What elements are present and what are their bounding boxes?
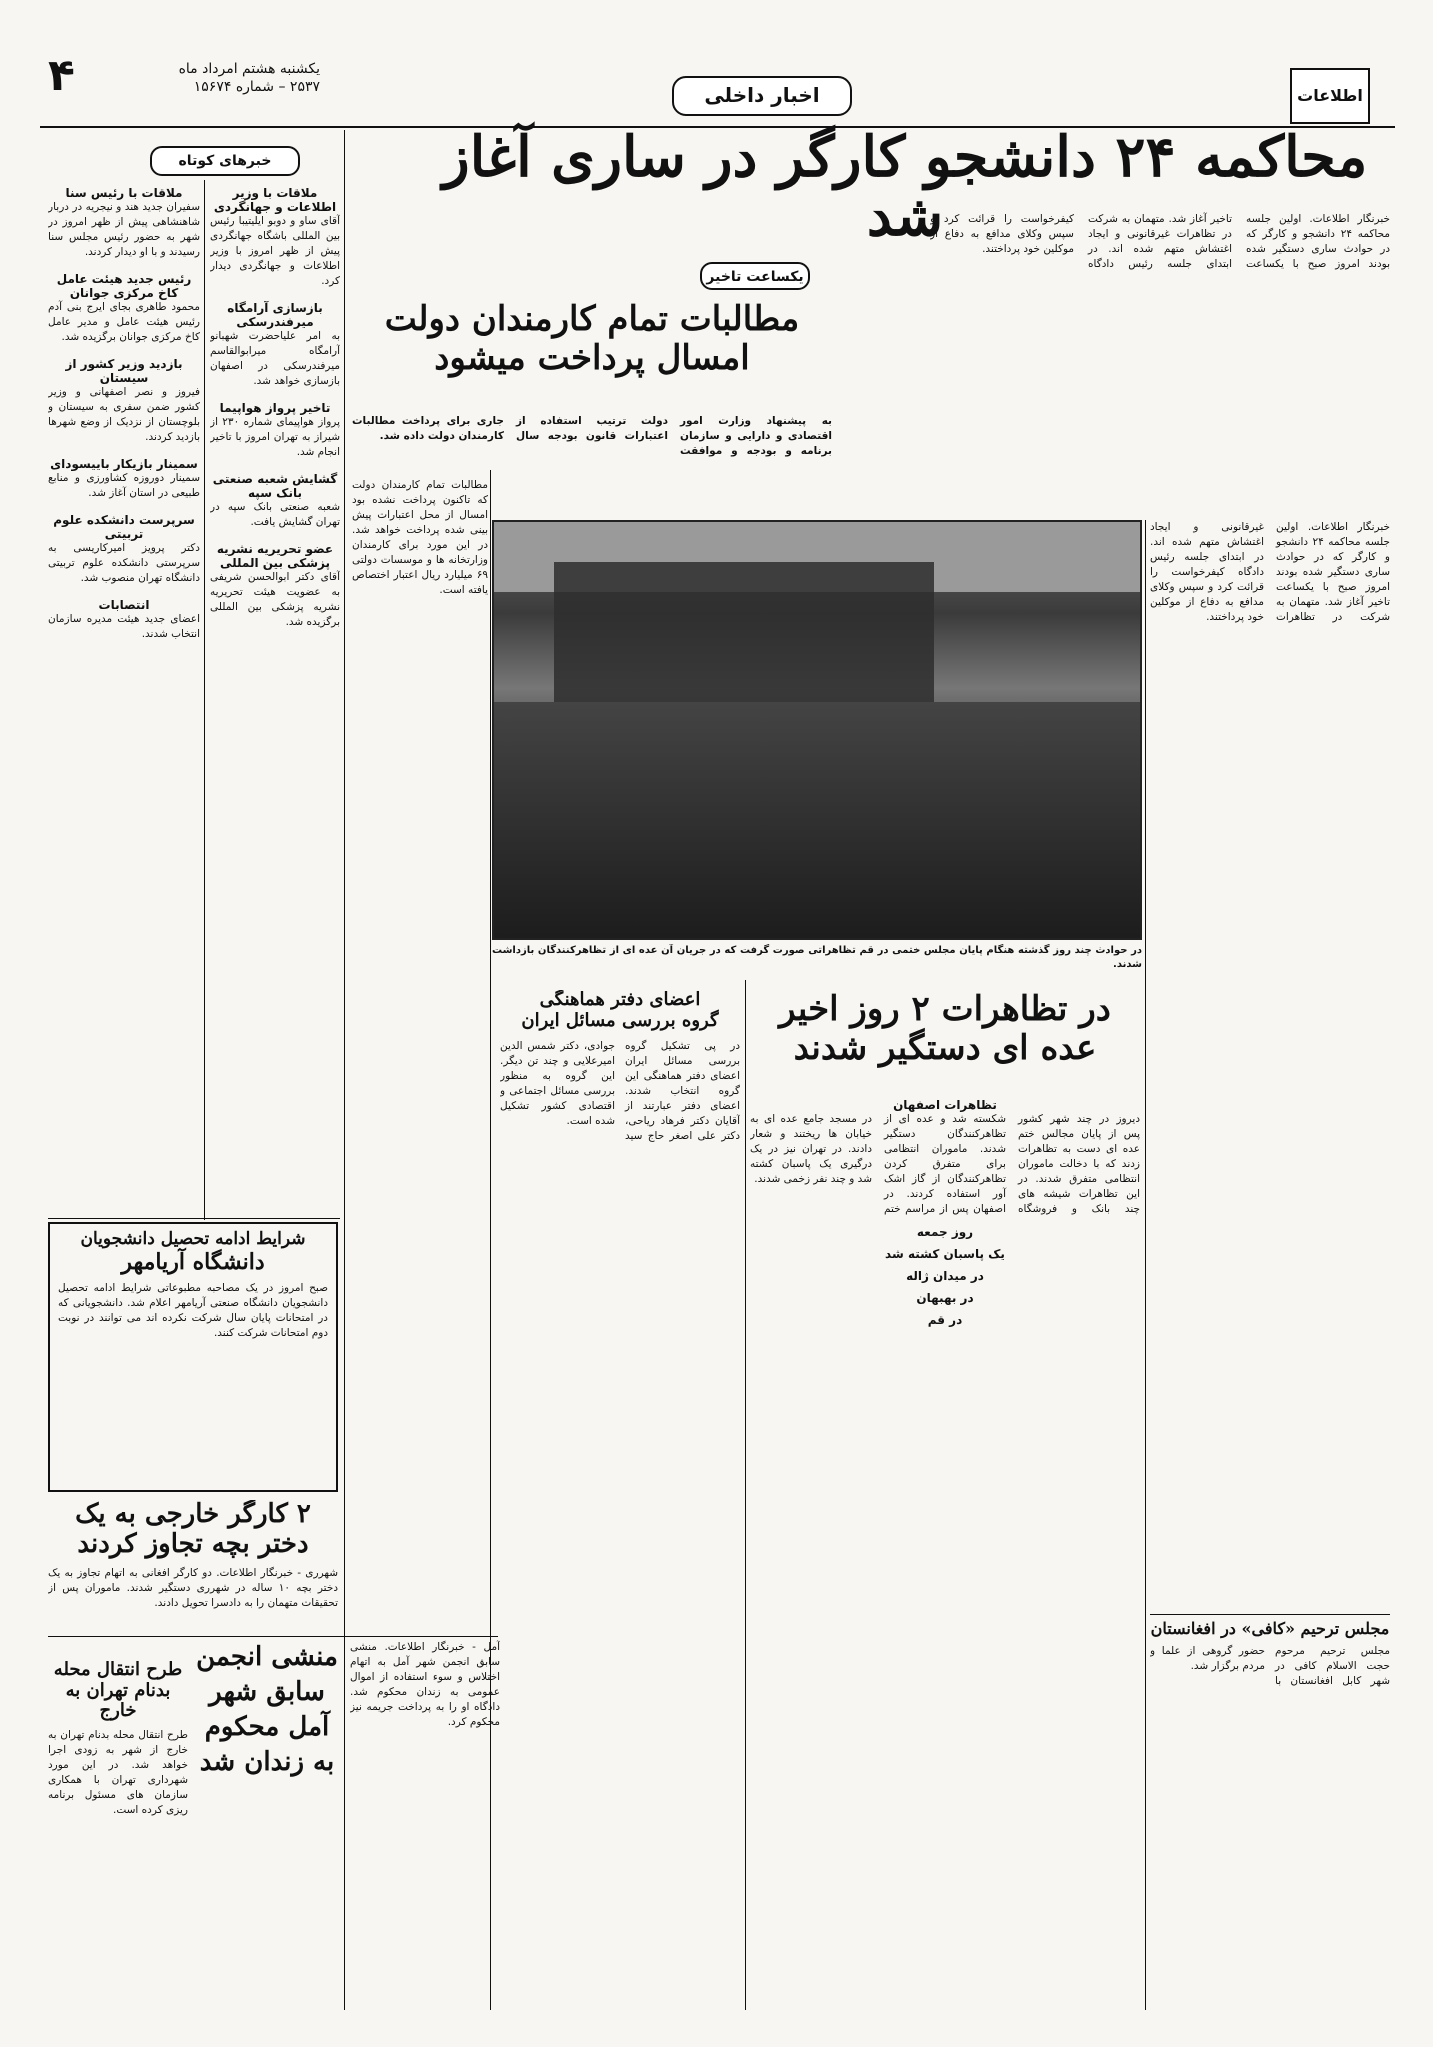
employee-headline-2: امسال پرداخت میشود xyxy=(434,338,750,379)
culture-office-article xyxy=(500,990,740,1630)
secretary-article xyxy=(196,1640,338,2010)
col-rule xyxy=(490,470,491,2010)
photo-building xyxy=(554,562,934,702)
culture-office-headline-2: گروه بررسی مسائل ایران xyxy=(521,1009,719,1031)
demonstrations-headline-1: در تظاهرات ۲ روز اخیر xyxy=(779,989,1111,1029)
date-line: یکشنبه هشتم امرداد ماه xyxy=(178,61,320,77)
short-news-heading: بازسازی آرامگاه میرفندرسکی xyxy=(227,301,323,329)
short-news-heading: انتصابات xyxy=(98,598,150,612)
short-news-body: محمود طاهری بجای ایرج بنی آدم رئیس هیئت عامل و مدیر عامل کاخ مرکزی جوانان برگزیده شد. xyxy=(48,301,200,343)
short-news-heading: سرپرست دانشکده علوم تربیتی xyxy=(53,513,195,541)
workers-body: شهرری - خبرنگار اطلاعات. دو کارگر افغانی به اتهام تجاوز به یک دختر بچه ۱۰ ساله در شهرری دستگیر شدند. ماموران پس از تحقیقات متهمان را به دادسرا تحویل دادند. xyxy=(48,1566,338,1609)
short-news-col-left xyxy=(48,186,200,1216)
transfer-article xyxy=(48,1660,188,2010)
culture-office-body: در پی تشکیل گروه بررسی مسائل ایران اعضای دفتر هماهنگی این گروه انتخاب شدند. اعضای دفتر عبارتند از آقایان دکتر فرهاد ریاحی، دکتر علی اصغر حاج سید جوادی، دکتر شمس الدین امیرعلایی و چند تن دیگر. این گروه به منظور بررسی مسائل اجتماعی و اقتصادی کشور تشکیل شده است. xyxy=(500,1040,740,1143)
col-rule xyxy=(1145,520,1146,2010)
sari-trial-names: خبرنگار اطلاعات. اولین جلسه محاکمه ۲۴ دانشجو و کارگر که در حوادث ساری دستگیر شده بودند امروز صبح با یکساعت تاخیر آغاز شد. متهمان به شرکت در تظاهرات غیرقانونی و ایجاد اغتشاش متهم شده اند. در ابتدای جلسه رئیس دادگاه کیفرخواست را قرائت کرد و سپس وکلای مدافع به دفاع از موکلین خود پرداختند. xyxy=(1150,521,1390,623)
memorial-article xyxy=(1150,1620,1390,2010)
short-news-heading: عضو تحریریه نشریه پزشکی بین المللی xyxy=(216,542,334,570)
demonstrations-sub-qom: در قم xyxy=(927,1313,963,1327)
employee-intro xyxy=(352,414,832,474)
col-rule xyxy=(204,180,205,1220)
arya-mehr-headline-2: دانشگاه آریامهر xyxy=(121,1248,265,1275)
demonstrations-headline-2: عده ای دستگیر شدند xyxy=(793,1028,1097,1069)
short-news-body: شعبه صنعتی بانک سپه در تهران گشایش یافت. xyxy=(210,501,340,528)
demonstrations-body-cols xyxy=(750,1098,1140,2013)
logo-text: اطلاعات xyxy=(1297,86,1363,105)
short-news-body: فیروز و نصر اصفهانی و وزیر کشور ضمن سفری به سیستان و بلوچستان از نزدیک از وضع شهرها بازدید کردند. xyxy=(48,386,200,443)
employee-headline-1: مطالبات تمام کارمندان دولت xyxy=(384,299,800,339)
transfer-body: طرح انتقال محله بدنام تهران به خارج از شهر به زودی اجرا خواهد شد. در این مورد شهرداری تهران با همکاری سازمان های مسئول برنامه ریزی کرده است. xyxy=(48,1729,188,1817)
short-news-heading: ملاقات با وزیر اطلاعات و جهانگردی xyxy=(213,186,337,214)
culture-office-headline-1: اعضای دفتر هماهنگی xyxy=(539,990,701,1010)
demonstrations-body: دیروز در چند شهر کشور پس از پایان مجالس ختم عده ای دست به تظاهرات زدند که با دخالت ماموران انتظامی متفرق شدند. در این تظاهرات شیشه های چند بانک و فروشگاه شکسته شد و عده ای از تظاهرکنندگان دستگیر شدند. ماموران انتظامی برای متفرق کردن تظاهرکنندگان از گاز اشک آور استفاده کردند. در اصفهان پس از مراسم ختم در مسجد جامع عده ای به خیابان ها ریختند و شعار دادند. در تهران نیز در یک درگیری یک پاسبان کشته شد و چند نفر زخمی شدند. xyxy=(750,1113,1140,1215)
demonstrations-sub-tehran: یک پاسبان کشته شد xyxy=(885,1247,1005,1261)
short-news-body: سمینار دوروزه کشاورزی و منابع طبیعی در استان آغاز شد. xyxy=(48,472,200,499)
demonstrations-sub-jaleh: در میدان ژاله xyxy=(906,1269,984,1283)
col-rule xyxy=(344,130,345,2010)
workers-headline-2: دختر بچه تجاوز کردند xyxy=(77,1528,309,1559)
demonstrations-headline xyxy=(750,990,1140,1090)
page-number: ۴ xyxy=(48,50,75,101)
arya-mehr-article xyxy=(48,1222,338,1492)
short-news-title: خبرهای کوتاه xyxy=(150,146,300,176)
transfer-headline: طرح انتقال محله بدنام تهران به خارج xyxy=(53,1660,183,1722)
demonstrations-sub-isfahan: تظاهرات اصفهان xyxy=(893,1098,997,1112)
short-news-heading: ملاقات با رئیس سنا xyxy=(65,186,183,200)
short-news-body: پرواز هواپیمای شماره ۲۳۰ از شیراز به تهران امروز با تاخیر انجام شد. xyxy=(210,416,340,458)
short-news-heading: سمینار بازیکار باییسودای xyxy=(50,457,198,471)
memorial-headline: مجلس ترحیم «کافی» در افغانستان xyxy=(1150,1620,1390,1638)
employee-intro-text: به پیشنهاد وزارت امور اقتصادی و دارایی و سازمان برنامه و بودجه و موافقت دولت ترتیب استفاده از اعتبارات قانون بودجه سال جاری برای پرداخت مطالبات کارمندان دولت داده شد. xyxy=(352,415,832,457)
short-news-heading: تاخیر پرواز هواپیما xyxy=(219,401,331,415)
section-rule xyxy=(48,1218,340,1219)
employee-body: مطالبات تمام کارمندان دولت که تاکنون پرداخت نشده بود امسال از محل اعتبارات پیش بینی شده پرداخت خواهد شد. در این مورد برای کارمندان وزارتخانه ها و موسسات دولتی ۶۹ میلیارد ریال اعتبار اختصاص یافته است. xyxy=(352,479,488,596)
short-news-heading: بازدید وزیر کشور از سیستان xyxy=(65,357,183,385)
short-news-heading: گشایش شعبه صنعتی بانک سپه xyxy=(212,472,338,500)
sari-trial-article xyxy=(930,212,1390,512)
memorial-body: مجلس ترحیم مرحوم حجت الاسلام کافی در شهر کابل افغانستان با حضور گروهی از علما و مردم برگزار شد. xyxy=(1150,1645,1390,1688)
main-headline: محاکمه ۲۴ دانشجو کارگر در ساری آغاز شد xyxy=(442,124,1368,249)
workers-headline-1: ۲ کارگر خارجی به یک xyxy=(75,1500,311,1529)
short-news-body: به امر علیاحضرت شهبانو آرامگاه میرابوالقاسم میرفندرسکی در اصفهان بازسازی خواهد شد. xyxy=(210,330,340,387)
secretary-body-col xyxy=(350,1640,500,2010)
short-news-heading: رئیس جدید هیئت عامل کاخ مرکزی جوانان xyxy=(56,272,192,300)
employee-demands-headline xyxy=(352,300,832,410)
short-news-body: آقای ساو و دوبو ایلیتیبا رئیس بین المللی باشگاه جهانگردی پیش از ظهر امروز با وزیر اطلاعات و جهانگردی دیدار کرد. xyxy=(210,215,340,287)
photo-caption: در حوادث چند روز گذشته هنگام پایان مجلس ختمی در قم تظاهراتی صورت گرفت که در جریان آن عده ای از تظاهرکنندگان بازداشت شدند. xyxy=(492,945,1142,970)
short-news-col-right xyxy=(210,186,340,1216)
demonstrations-sub-mashhad: روز جمعه xyxy=(916,1225,974,1239)
newspaper-logo xyxy=(1290,68,1370,124)
short-news-body: دکتر پرویز امیرکاریسی به سرپرستی دانشکده علوم تربیتی دانشگاه تهران منصوب شد. xyxy=(48,542,200,584)
section-rule xyxy=(48,1636,498,1637)
short-news-body: سفیران جدید هند و نیجریه در دربار شاهنشاهی پیش از ظهر امروز در شهر به حضور رئیس مجلس سنا رسیدند و با او دیدار کردند. xyxy=(48,201,200,258)
col-rule xyxy=(745,980,746,2010)
sari-trial-kicker: یکساعت تاخیر xyxy=(700,262,810,290)
employee-body-col xyxy=(352,478,488,1628)
secretary-body: آمل - خبرنگار اطلاعات. منشی سابق انجمن شهر آمل به اتهام اختلاس و سوء استفاده از اموال عمومی به زندان محکوم شد. دادگاه او را به پرداخت جریمه نیز محکوم کرد. xyxy=(350,1641,500,1728)
section-title: اخبار داخلی xyxy=(672,76,852,116)
news-photo xyxy=(492,520,1142,940)
arya-mehr-body: صبح امروز در یک مصاحبه مطبوعاتی شرایط ادامه تحصیل دانشجویان دانشگاه صنعتی آریامهر اعلام شد. دانشجویانی که در امتحانات پایان سال شرکت نکرده اند می توانند در نوبت دوم امتحانات شرکت کنند. xyxy=(58,1281,328,1339)
masthead-date-block xyxy=(80,60,320,96)
demonstrations-sub-behbahan: در بهبهان xyxy=(916,1291,974,1305)
issue-line: ۲۵۳۷ – شماره ۱۵۶۷۴ xyxy=(193,79,320,95)
workers-article xyxy=(48,1500,338,1630)
sari-trial-names-col xyxy=(1150,520,1390,1600)
secretary-headline: منشی انجمن سابق شهر آمل محکوم به زندان شد xyxy=(196,1642,338,1778)
short-news-body: اعضای جدید هیئت مدیره سازمان انتخاب شدند. xyxy=(48,613,200,640)
section-rule xyxy=(1150,1614,1390,1615)
short-news-body: آقای دکتر ابوالحسن شریفی به عضویت هیئت تحریریه نشریه پزشکی بین المللی برگزیده شد. xyxy=(210,571,340,628)
sari-trial-body: خبرنگار اطلاعات. اولین جلسه محاکمه ۲۴ دانشجو و کارگر که در حوادث ساری دستگیر شده بودند امروز صبح با یکساعت تاخیر آغاز شد. متهمان به شرکت در تظاهرات غیرقانونی و ایجاد اغتشاش متهم شده اند. در ابتدای جلسه رئیس دادگاه کیفرخواست را قرائت کرد و سپس وکلای مدافع به دفاع از موکلین خود پرداختند. xyxy=(930,213,1390,270)
arya-mehr-headline-1: شرایط ادامه تحصیل دانشجویان xyxy=(80,1229,306,1249)
photo-crowd xyxy=(494,702,1142,940)
